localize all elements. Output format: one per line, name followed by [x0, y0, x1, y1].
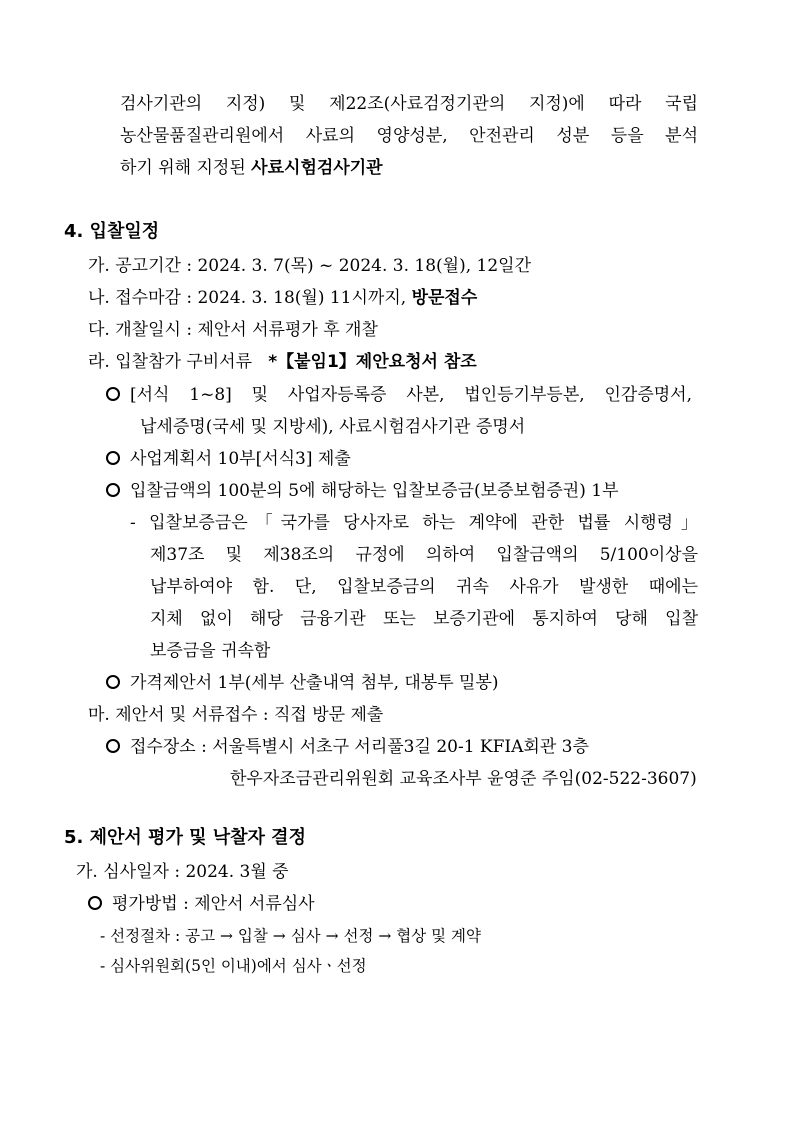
deposit-text: 입찰금액의 100분의 5에 해당하는 입찰보증금(보증보험증권) 1부 [130, 481, 619, 501]
method-item [88, 892, 315, 916]
visit-submission: 방문접수 [411, 288, 478, 308]
place-item [106, 735, 589, 759]
place-text: 접수장소 : 서울특별시 서초구 서리풀3길 20-1 KFIA회관 3층 [130, 737, 589, 757]
attachment-reference: *【붙임1】제안요청서 참조 [268, 352, 477, 372]
required-documents [88, 350, 477, 374]
selection-procedure: - 선정절차 : 공고 → 입찰 → 심사 → 선정 → 협상 및 계약 [100, 927, 482, 945]
deposit-note-5: 보증금을 귀속함 [150, 641, 271, 661]
review-date: 가. 심사일자 : 2024. 3월 중 [76, 862, 289, 882]
price-item [106, 671, 499, 695]
deposit-note-2: 제37조 및 제38조의 규정에 의하여 입찰금액의 5/100이상을 [150, 545, 698, 565]
deposit-note-4: 지체 없이 해당 금융기관 또는 보증기관에 통지하여 당해 입찰 [150, 609, 698, 629]
section-4-heading: 4. 입찰일정 [64, 221, 160, 242]
section-5-heading: 5. 제안서 평가 및 낙찰자 결정 [64, 827, 306, 848]
deposit-note-1: - 입찰보증금은「국가를 당사자로 하는 계약에 관한 법률 시행령」 [130, 513, 698, 533]
opening-date: 다. 개찰일시 : 제안서 서류평가 후 개찰 [88, 320, 378, 340]
circle-bullet-icon [106, 483, 120, 497]
intro-line-1: 검사기관의 지정) 및 제22조(사료검정기관의 지정)에 따라 국립 [120, 94, 698, 114]
review-committee: - 심사위원회(5인 이내)에서 심사ㆍ선정 [100, 957, 367, 975]
price-text: 가격제안서 1부(세부 산출내역 첨부, 대봉투 밀봉) [130, 673, 499, 693]
plan-text: 사업계획서 10부[서식3] 제출 [130, 449, 351, 469]
docs-item [106, 383, 692, 407]
intro-line-2: 농산물품질관리원에서 사료의 영양성분, 안전관리 성분 등을 분석 [120, 126, 698, 146]
docs-line-2: 납세증명(국세 및 지방세), 사료시험검사기관 증명서 [140, 417, 526, 437]
docs-line-1: [서식 1~8] 및 사업자등록증 사본, 법인등기부등본, 인감증명서, [130, 385, 692, 405]
submission-deadline [88, 286, 477, 310]
deposit-item [106, 479, 619, 503]
intro-line-3 [120, 156, 383, 180]
circle-bullet-icon [106, 739, 120, 753]
required-documents-text: 라. 입찰참가 구비서류 [88, 352, 258, 372]
circle-bullet-icon [106, 451, 120, 465]
notice-period: 가. 공고기간 : 2024. 3. 7(목) ~ 2024. 3. 18(월), 12일간 [88, 256, 531, 276]
contact-person: 한우자조금관리위원회 교육조사부 윤영준 주임(02-522-3607) [230, 769, 697, 789]
plan-item [106, 447, 351, 471]
submission-method: 마. 제안서 및 서류접수 : 직접 방문 제출 [88, 705, 384, 725]
deposit-note-3: 납부하여야 함. 단, 입찰보증금의 귀속 사유가 발생한 때에는 [150, 577, 698, 597]
circle-bullet-icon [106, 675, 120, 689]
submission-deadline-text: 나. 접수마감 : 2024. 3. 18(월) 11시까지, [88, 288, 412, 308]
method-text: 평가방법 : 제안서 서류심사 [112, 894, 315, 914]
circle-bullet-icon [106, 387, 120, 401]
circle-bullet-icon [88, 896, 102, 910]
intro-line-3-text: 하기 위해 지정된 [120, 158, 252, 178]
lab-designation: 사료시험검사기관 [251, 158, 383, 178]
